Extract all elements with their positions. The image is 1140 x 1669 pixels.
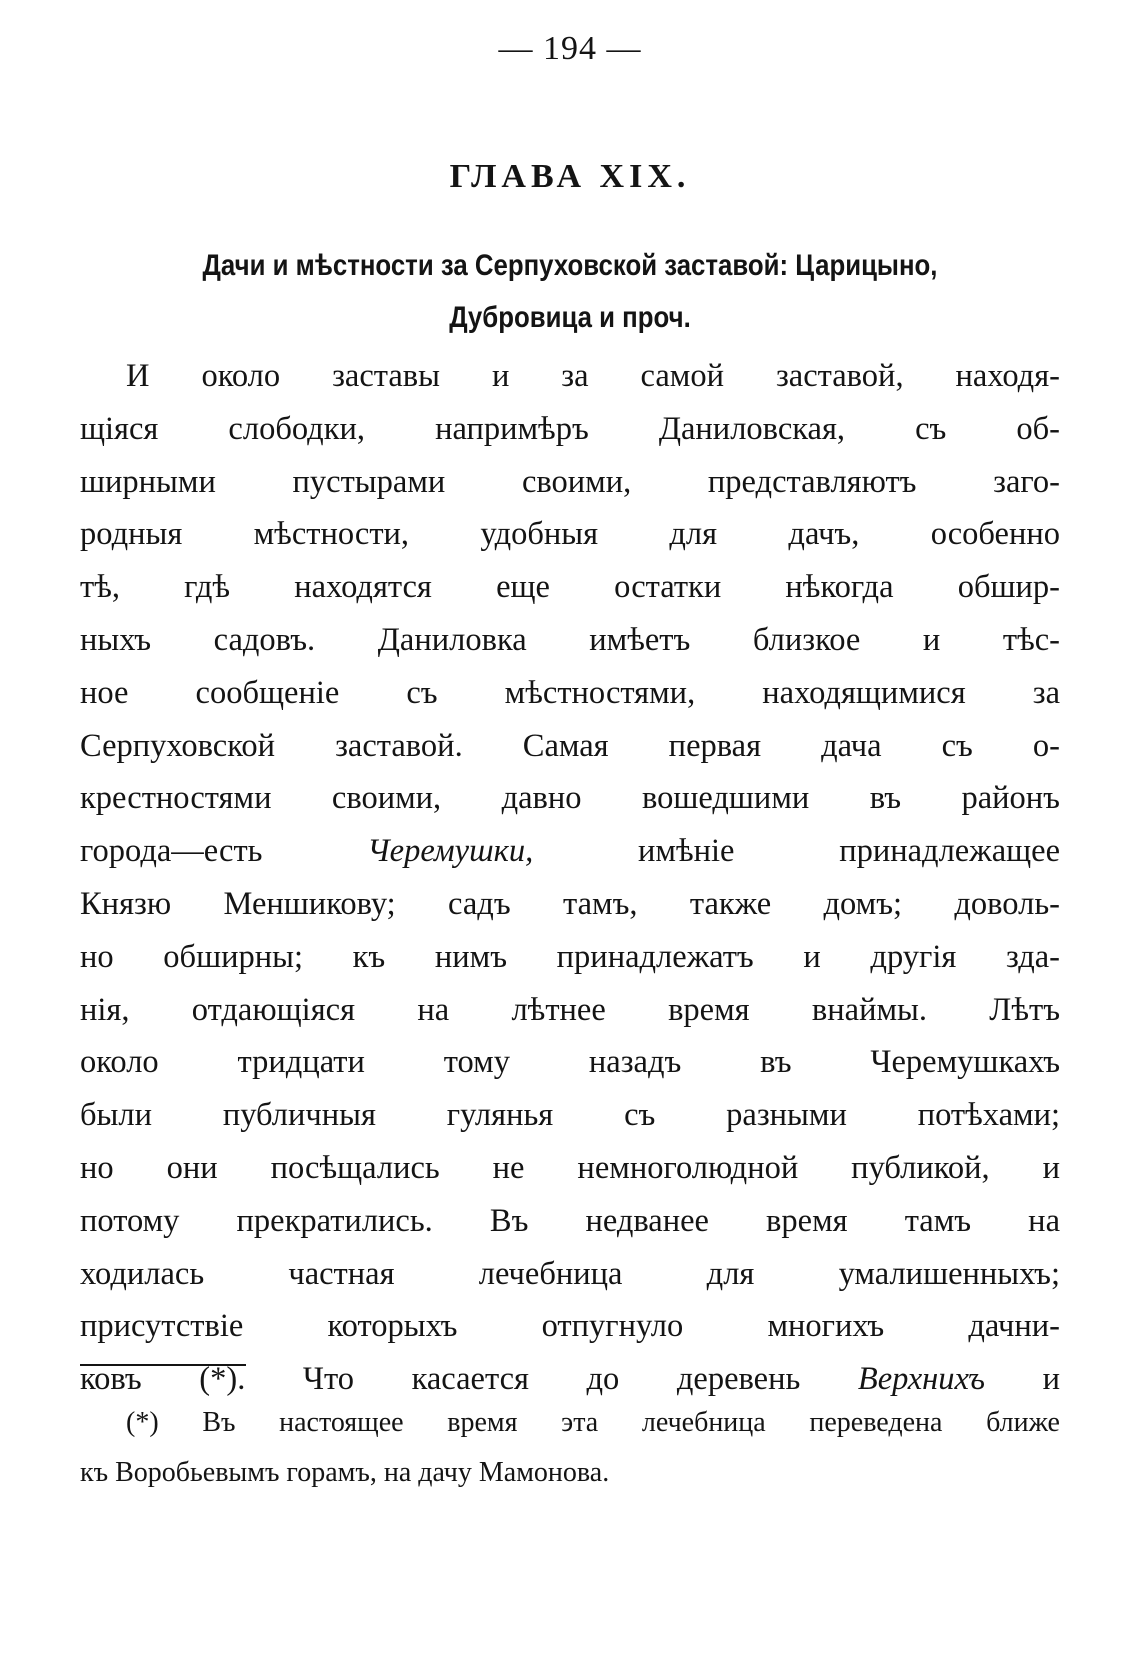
chapter-subtitle	[149, 240, 992, 344]
text-segment: и	[985, 1361, 1060, 1398]
text-segment: имѣнiе принадлежащее	[533, 833, 1060, 870]
text-line: крестностями своими, давно вошедшими въ районъ	[80, 780, 1060, 817]
text-line: присутствiе которыхъ отпугнуло многихъ дачни-	[80, 1308, 1060, 1345]
chapter-subtitle-line: Дубровица и проч.	[449, 301, 691, 334]
text-line: нiя, отдающiяся на лѣтнее время внаймы. Лѣтъ	[80, 991, 1060, 1028]
footnote-divider	[80, 1364, 246, 1366]
text-line: ходилась частная лечебница для умалишенныхъ;	[80, 1255, 1060, 1292]
place-name-cheremushki: Черемушки,	[367, 833, 534, 870]
footnote	[80, 1398, 1060, 1498]
text-line: около тридцати тому назадъ въ Черемушкахъ	[80, 1044, 1060, 1081]
text-line: но обширны; къ нимъ принадлежатъ и другiя зда-	[80, 938, 1060, 975]
text-line: ное сообщенiе съ мѣстностями, находящимися за	[80, 674, 1060, 711]
footnote-line: къ Воробьевымъ горамъ, на дачу Мамонова.	[80, 1457, 610, 1488]
text-line: щiяся слободки, напримѣръ Даниловская, съ об-	[80, 410, 1060, 447]
chapter-subtitle-line: Дачи и мѣстности за Серпуховской заставой: Царицыно,	[202, 249, 938, 282]
text-line: ширными пустырами своими, представляютъ заго-	[80, 463, 1060, 500]
footnote-line: (*) Въ настоящее время эта лечебница переведена ближе	[126, 1407, 1060, 1438]
text-line: родныя мѣстности, удобныя для дачъ, особенно	[80, 516, 1060, 553]
text-line	[80, 825, 1060, 878]
text-line: Князю Меншикову; садъ тамъ, также домъ; доволь-	[80, 885, 1060, 922]
text-segment: ковъ (*). Что касается до деревень	[80, 1361, 858, 1398]
text-line: И около заставы и за самой заставой, находя-	[126, 358, 1060, 394]
text-line: но они посѣщались не немноголюдной публикой, и	[80, 1149, 1060, 1186]
chapter-heading: ГЛАВА XIX.	[449, 158, 691, 195]
text-segment: города—есть	[80, 833, 368, 870]
body-text	[80, 350, 1060, 1406]
page-number: — 194 —	[498, 30, 642, 67]
text-line: ныхъ садовъ. Даниловка имѣетъ близкое и тѣс-	[80, 621, 1060, 658]
text-line: тѣ, гдѣ находятся еще остатки нѣкогда обшир-	[80, 569, 1060, 606]
text-line: Серпуховской заставой. Самая первая дача съ о-	[80, 727, 1060, 764]
text-line: потому прекратились. Въ недванее время тамъ на	[80, 1202, 1060, 1239]
text-line: были публичныя гулянья съ разными потѣхами;	[80, 1097, 1060, 1134]
place-name-verkhnikh: Верхнихъ	[857, 1361, 986, 1398]
